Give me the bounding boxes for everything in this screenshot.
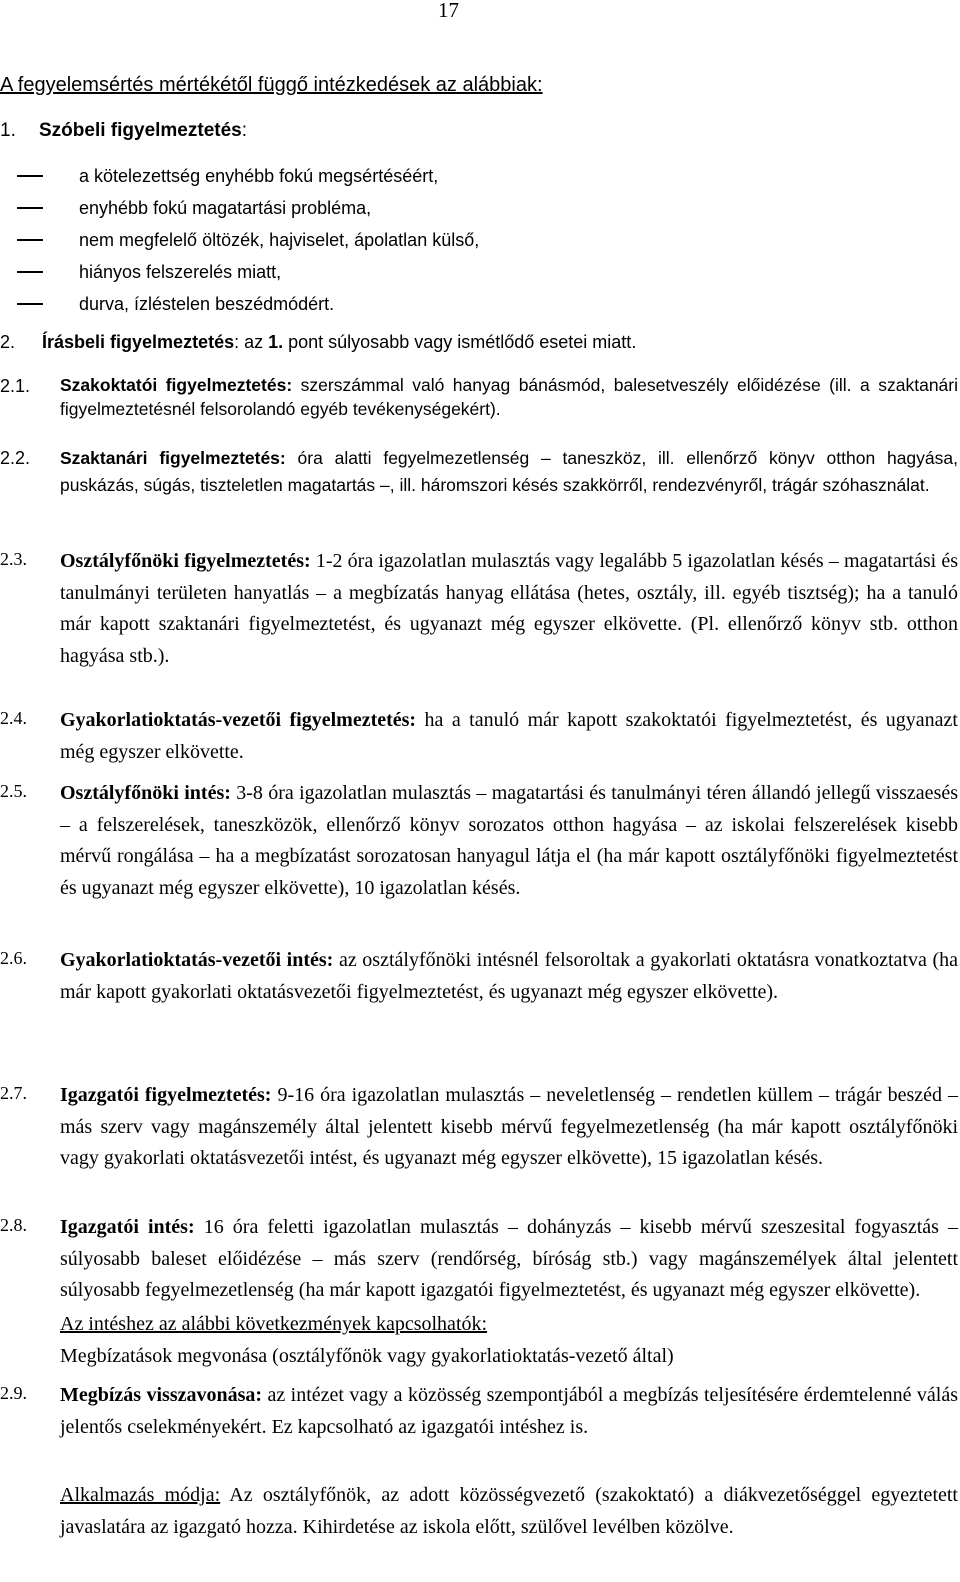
dash-bullet (17, 239, 43, 241)
item-2-2: 2.2. Szaktanári figyelmeztetés: óra alatti fegyelmezetlenség – taneszköz, ill. ellenőrző könyv otthon hagyása, puskázás, súgás, tiszteletlen magatartás –, ill. háromszori késés szakkörről, rendezvényről, trágár szóhasználat. (0, 448, 958, 495)
section-1-suffix: : (241, 120, 248, 141)
section-1-heading (0, 119, 247, 143)
section-1-number: 1. (0, 120, 16, 141)
consequence-heading: Az intéshez az alábbi következmények kapcsolhatók: (60, 1313, 488, 1335)
intro-heading: A fegyelemsértés mértékétől függő intézkedések az alábbiak: (0, 74, 543, 96)
item-2-8: 2.8. Igazgatói intés: 16 óra feletti igazolatlan mulasztás – dohányzás – kisebb mérvű szeszesital fogyasztás – súlyosabb baleset előidézése – más szerv (rendőrség, bíróság stb.) vagy magánszemélyek által jelentett súlyosabb fegyelmezetlenség (ha már kapott igazgatói figyelmeztetést, és ugyanazt még egyszer elkövette). (0, 1215, 958, 1302)
item-2-3: 2.3. Osztályfőnöki figyelmeztetés: 1-2 óra igazolatlan mulasztás vagy legalább 5 igazolatlan késés – magatartási és tanulmányi területen hanyatlás – a megbízatás hanyag ellátása (hetes, osztály, ill. egyéb tisztség); ha a tanuló már kapott szaktanári figyelmeztetést, és ugyanazt még egyszer elkövette. (Pl. ellenőrző könyv stb. otthon hagyása stb.). (0, 549, 959, 667)
section-2-title: Írásbeli figyelmeztetés (42, 332, 235, 352)
item-2-6: 2.6. Gyakorlatioktatás-vezetői intés: az osztályfőnöki intésnél felsoroltak a gyakorlati oktatásra vonatkoztatva (ha már kapott gyakorlati oktatásvezetői figyelmeztetést, és ugyanazt még egyszer elkövette). (0, 948, 959, 1003)
item-2-4: 2.4. Gyakorlatioktatás-vezetői figyelmeztetés: ha a tanuló már kapott szakoktatói figyelmeztetést, és ugyanazt még egyszer elkövette. (0, 708, 958, 763)
list-item: nem megfelelő öltözék, hajviselet, ápolatlan külső, (0, 228, 479, 260)
dash-bullet (17, 271, 43, 273)
list-item: a kötelezettség enyhébb fokú megsértéséért, (0, 164, 479, 196)
page-number: 17 (438, 0, 459, 22)
list-item: enyhébb fokú magatartási probléma, (0, 196, 479, 228)
item-2-1: 2.1. Szakoktatói figyelmeztetés: szerszámmal való hanyag bánásmód, balesetveszély előidézése (ill. a szaktanári figyelmeztetésnél felsorolandó egyéb tevékenységekért). (0, 375, 958, 419)
dash-bullet (17, 303, 43, 305)
section-2-number: 2. (0, 332, 16, 352)
item-2-7: 2.7. Igazgatói figyelmeztetés: 9-16 óra igazolatlan mulasztás – neveletlenség – rendetlen küllem – trágár beszéd – más szerv vagy magánszemély által jelentett kisebb mérvű fegyelmezetlenség (ha már kapott osztályfőnöki vagy gyakorlati oktatásvezetői intést, és ugyanazt még egyszer elkövette), 15 igazolatlan késés. (0, 1083, 958, 1170)
section-1-title: Szóbeli figyelmeztetés (39, 120, 242, 141)
dash-bullet (17, 175, 43, 177)
list-item: durva, ízléstelen beszédmódért. (0, 292, 479, 324)
item-2-9: 2.9. Megbízás visszavonása: az intézet vagy a közösség szempontjából a megbízás teljesítésére érdemtelenné válás jelentős cselekményekért. Ez kapcsolható az igazgatói intéshez is. (0, 1383, 958, 1438)
section-2-heading: 2. Írásbeli figyelmeztetés: az 1. pont súlyosabb vagy ismétlődő esetei miatt. (0, 332, 637, 352)
consequence-line: Megbízatások megvonása (osztályfőnök vagy gyakorlatioktatás-vezető által) (60, 1345, 674, 1367)
section-1-list (0, 164, 479, 324)
dash-bullet (17, 207, 43, 209)
application-label: Alkalmazás módja: (60, 1484, 221, 1506)
application-paragraph: Alkalmazás módja: Az osztályfőnök, az adott közösségvezető (szakoktató) a diákvezetőséggel egyeztetett javaslatára az igazgató hozza. Kihirdetése az iskola előtt, szülővel levélben közölve. (60, 1484, 958, 1538)
list-item: hiányos felszerelés miatt, (0, 260, 479, 292)
item-2-5: 2.5. Osztályfőnöki intés: 3-8 óra igazolatlan mulasztás – magatartási és tanulmányi téren állandó jellegű visszaesés – a felszerelések, taneszközök, ellenőrző könyv sorozatos otthon hagyása – az iskolai felszerelések kisebb mérvű rongálása – ha a megbízatást sorozatosan hanyagul látja el (ha már kapott osztályfőnöki figyelmeztetést és ugyanazt még egyszer elkövette), 10 igazolatlan késés. (0, 781, 959, 899)
